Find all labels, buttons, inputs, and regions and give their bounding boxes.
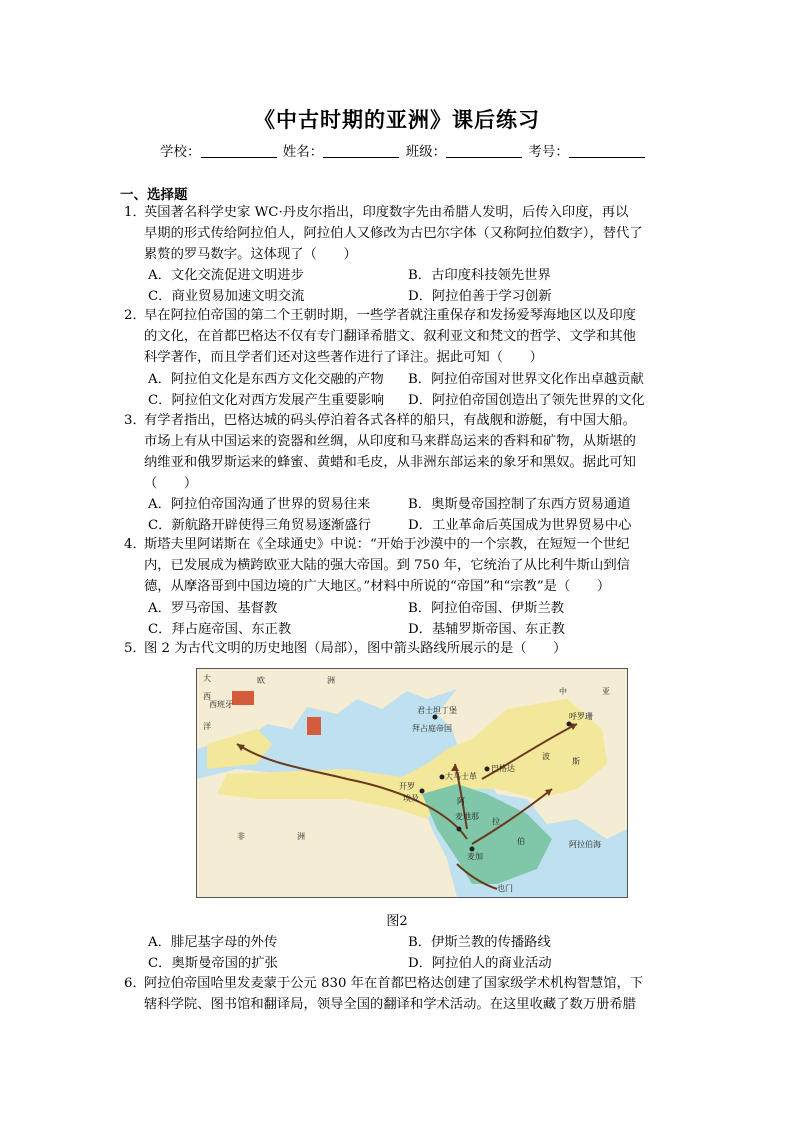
option-a[interactable]: A．罗马帝国、基督教: [148, 601, 278, 616]
option-b[interactable]: B．奥斯曼帝国控制了东西方贸易通道: [408, 497, 631, 512]
label-damascus: 大马士革: [445, 772, 477, 781]
question-3: [124, 410, 684, 496]
student-info-line: [160, 140, 647, 160]
stem-line: 有学者指出，巴格达城的码头停泊着各式各样的船只，有战舰和游艇，有中国大船。: [144, 413, 636, 428]
stem-line: 斯塔夫里阿诺斯在《全球通史》中说：“开始于沙漠中的一个宗教，在短短一个世纪: [144, 537, 630, 552]
label-europe2: 洲: [327, 676, 335, 685]
exam-number-blank[interactable]: [569, 143, 645, 158]
sicily-region: [307, 717, 321, 735]
question-number: 2．: [124, 308, 146, 323]
exam-number-label: 考号：: [528, 144, 569, 160]
stem-line: 早期的形式传给阿拉伯人，阿拉伯人又修改为古巴尔字体（又称阿拉伯数字），替代了: [144, 226, 643, 241]
label-arabia2: 拉: [492, 817, 500, 826]
question-number: 6．: [124, 976, 146, 991]
stem-line: 阿拉伯帝国哈里发麦蒙于公元 830 年在首都巴格达创建了国家级学术机构智慧馆，下: [144, 976, 644, 991]
label-africa2: 洲: [297, 832, 305, 841]
question-2: [124, 305, 684, 371]
section-heading: 一、选择题: [120, 187, 188, 203]
label-persia2: 斯: [572, 757, 580, 766]
historical-map: [196, 668, 628, 898]
question-1: [124, 202, 684, 268]
stem-line: 纳维亚和俄罗斯运来的蜂蜜、黄蜡和毛皮，从非洲东部运来的象牙和黑奴。据此可知: [144, 455, 636, 470]
label-atlantic3: 洋: [203, 722, 211, 731]
stem-line: 德，从摩洛哥到中国边境的广大地区。”材料中所说的“帝国”和“宗教”是（ ）: [144, 579, 611, 594]
option-b[interactable]: B．阿拉伯帝国、伊斯兰教: [408, 601, 565, 616]
label-arabia3: 伯: [517, 837, 525, 846]
question-number: 1．: [124, 205, 146, 220]
label-europe: 欧: [257, 676, 265, 685]
class-blank[interactable]: [446, 143, 522, 158]
page-title: 《中古时期的亚洲》课后练习: [254, 108, 540, 132]
school-blank[interactable]: [201, 143, 277, 158]
option-c[interactable]: C．阿拉伯文化对西方发展产生重要影响: [148, 393, 385, 408]
label-persia: 波: [542, 752, 550, 761]
label-spain: 西班牙: [209, 700, 233, 709]
label-yemen: 也门: [497, 884, 513, 893]
label-africa: 非: [237, 832, 245, 841]
option-c[interactable]: C．新航路开辟使得三角贸易逐渐盛行: [148, 518, 371, 533]
question-number: 4．: [124, 537, 146, 552]
label-arabia: 阿: [457, 797, 465, 806]
school-label: 学校：: [160, 144, 201, 160]
figure-caption: 图2: [386, 914, 408, 929]
option-d[interactable]: D．阿拉伯人的商业活动: [408, 956, 552, 971]
option-c[interactable]: C．商业贸易加速文明交流: [148, 289, 305, 304]
name-blank[interactable]: [323, 143, 399, 158]
label-medina: 麦地那: [455, 812, 479, 821]
question-stem: [144, 638, 684, 659]
label-khorasan: 呼罗珊: [569, 712, 593, 721]
option-b[interactable]: B．古印度科技领先世界: [408, 268, 551, 283]
label-baghdad: 巴格达: [491, 764, 515, 773]
stem-line: 英国著名科学史家 WC·丹皮尔指出，印度数字先由希腊人发明，后传入印度，再以: [144, 205, 629, 220]
label-arabian-sea: 阿拉伯海: [569, 840, 601, 849]
option-a[interactable]: A．阿拉伯文化是东西方文化交融的产物: [148, 372, 384, 387]
label-atlantic2: 西: [203, 692, 211, 701]
label-asia2: 亚: [602, 687, 610, 696]
name-label: 姓名：: [282, 144, 324, 160]
question-stem: [144, 534, 684, 597]
question-4: [124, 534, 684, 600]
stem-line: 累赘的罗马数字。这体现了（ ）: [144, 247, 357, 262]
option-a[interactable]: A．文化交流促进文明进步: [148, 268, 304, 283]
label-cairo: 开罗: [399, 782, 415, 791]
option-d[interactable]: D．工业革命后英国成为世界贸易中心: [408, 518, 632, 533]
label-byzantine: 拜占庭帝国: [412, 724, 452, 733]
option-a[interactable]: A．阿拉伯帝国沟通了世界的贸易往来: [148, 497, 371, 512]
stem-line: 内，已发展成为横跨欧亚大陆的强大帝国。到 750 年，它统治了从比利牛斯山到信: [144, 558, 630, 573]
question-stem: [144, 202, 684, 265]
stem-line: 辖科学院、图书馆和翻译局，领导全国的翻译和学术活动。在这里收藏了数万册希腊: [144, 997, 636, 1012]
question-stem: [144, 410, 684, 494]
label-atlantic: 大: [203, 674, 211, 683]
question-number: 5．: [124, 641, 146, 656]
label-mecca: 麦加: [467, 852, 483, 861]
stem-line: （ ）: [144, 476, 198, 491]
label-constantinople: 君士坦丁堡: [417, 706, 457, 715]
question-stem: [144, 305, 684, 368]
option-c[interactable]: C．奥斯曼帝国的扩张: [148, 956, 278, 971]
map-drawing: [197, 669, 627, 897]
stem-line: 的文化，在首都巴格达不仅有专门翻译希腊文、叙利亚文和梵文的哲学、文学和其他: [144, 329, 636, 344]
option-c[interactable]: C．拜占庭帝国、东正教: [148, 622, 292, 637]
label-egypt: 埃及: [403, 794, 419, 803]
option-a[interactable]: A．腓尼基字母的外传: [148, 935, 278, 950]
question-stem: [144, 973, 684, 1015]
question-6: [124, 973, 684, 1017]
option-d[interactable]: D．阿拉伯帝国创造出了领先世界的文化: [408, 393, 645, 408]
option-b[interactable]: B．伊斯兰教的传播路线: [408, 935, 551, 950]
label-asia: 中: [559, 687, 567, 696]
stem-line: 图 2 为古代文明的历史地图（局部），图中箭头路线所展示的是（ ）: [144, 641, 567, 656]
stem-line: 科学著作，而且学者们还对这些著作进行了译注。据此可知（ ）: [144, 350, 543, 365]
question-5: [124, 638, 684, 660]
class-label: 班级：: [405, 144, 447, 160]
option-d[interactable]: D．基辅罗斯帝国、东正教: [408, 622, 565, 637]
stem-line: 早在阿拉伯帝国的第二个王朝时期，一些学者就注重保存和发扬爱琴海地区以及印度: [144, 308, 636, 323]
question-number: 3．: [124, 413, 146, 428]
option-d[interactable]: D．阿拉伯善于学习创新: [408, 289, 552, 304]
frankish-region: [232, 691, 254, 705]
option-b[interactable]: B．阿拉伯帝国对世界文化作出卓越贡献: [408, 372, 644, 387]
stem-line: 市场上有从中国运来的瓷器和丝绸，从印度和马来群岛运来的香料和矿物，从斯堪的: [144, 434, 636, 449]
